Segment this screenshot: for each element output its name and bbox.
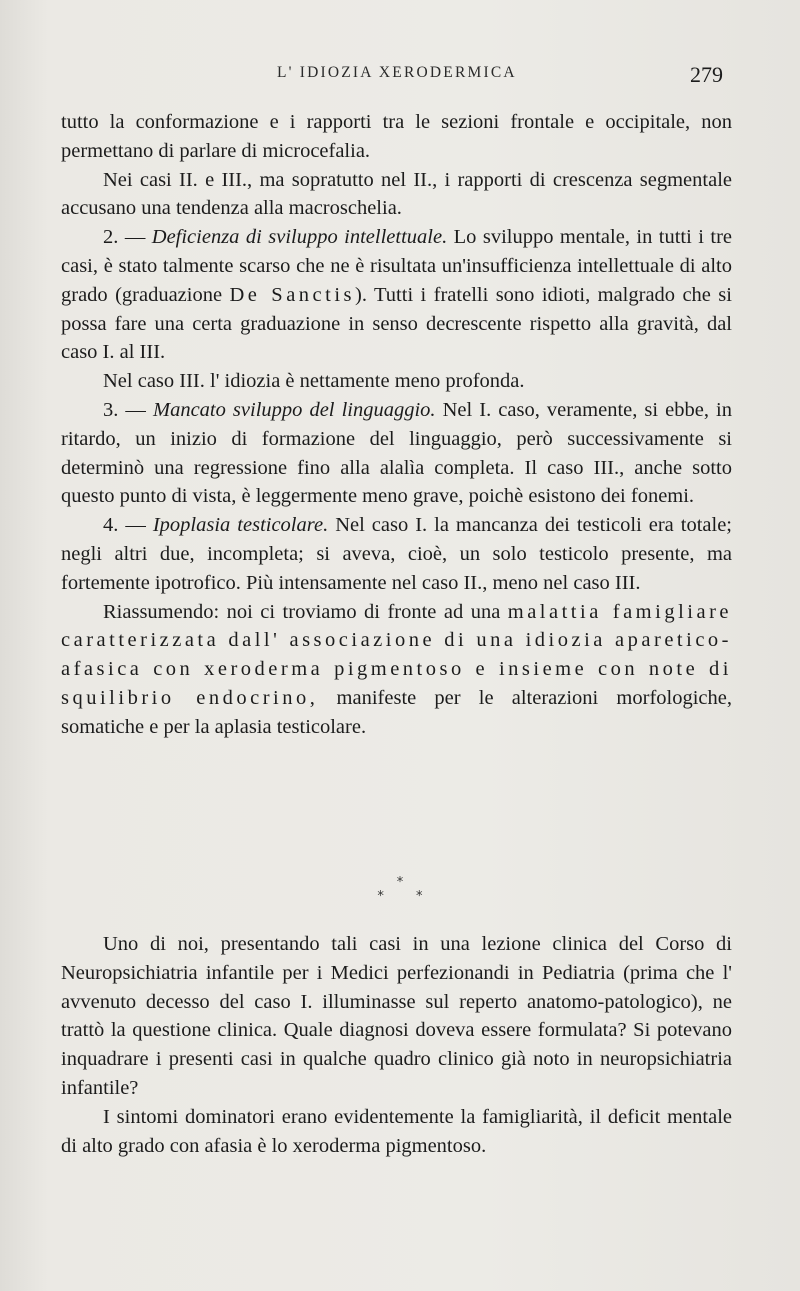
item-text: Nel I. caso, veramente, si ebbe, in ritardo, un inizio di formazione del linguaggio, però successivamente si determinò una regressione fino alla alalìa completa. Il caso III., anche sotto questo punto di vista, è leggermente meno grave, poichè esistono dei fonemi. [61,398,732,508]
item-title: Deficienza di sviluppo intellettuale. [151,226,448,249]
main-text [61,108,732,742]
paragraph-8: Uno di noi, presentando tali casi in una lezione clinica del Corso di Neuropsichiatria infantile per i Medici perfezionandi in Pediatria (prima che l' avvenuto decesso del caso I. illuminasse sul reperto anatomo-patologico), ne trattò la questione clinica. Quale diagnosi doveva essere formulata? Si potevano inquadrare i presenti casi in qualche quadro clinico già noto in neuropsichiatria infantile? [61,933,732,1099]
item-number: 4. — [103,514,153,537]
paragraph-6 [61,511,732,597]
author-name: De Sanctis [229,283,356,306]
paragraph-3 [61,223,732,367]
paragraph-7 [61,598,732,742]
item-title: Ipoplasia testicolare. [152,514,329,537]
section-divider-asterism [0,876,800,916]
item-title: Mancato sviluppo del linguaggio. [153,398,436,421]
paragraph-2: Nei casi II. e III., ma sopratutto nel II., i rapporti di crescenza segmentale accusano una tendenza alla macroschelia. [61,168,732,220]
item-text: ). Tutti i fratelli sono idioti, malgrado che si possa fare una certa graduazione in senso decrescente rispetto alla gravità, dal caso I. al III. [61,283,732,364]
summary-tail: manifeste per le alterazioni morfologiche, somatiche e per la aplasia testicolare. [61,686,732,738]
running-head: L' IDIOZIA XERODERMICA [277,64,517,81]
paragraph-5 [61,396,732,511]
paragraph-4: Nel caso III. l' idiozia è nettamente meno profonda. [103,370,525,393]
page-number: 279 [690,62,723,87]
item-text: Lo sviluppo mentale, in tutti i tre casi, è stato talmente scarso che ne è risultata un'insufficienza intellettuale di alto grado (graduazione [61,226,733,306]
page-header [0,62,800,88]
second-section-text [61,930,732,1160]
asterism-top-star: * [396,875,404,890]
item-number: 3. — [103,398,153,421]
asterism-bottom-stars: * * [377,889,437,904]
summary-emphasis: malattia famigliare caratterizzata dall' associazione di una idiozia aparetico-afasica con xeroderma pigmentoso e insieme con note di squilibrio endocrino, [61,600,732,709]
item-number: 2. — [103,226,152,249]
summary-lead: Riassumendo: noi ci troviamo di fronte ad una [103,600,508,623]
item-text: Nel caso I. la mancanza dei testicoli era totale; negli altri due, incompleta; si aveva, cioè, un solo testicolo presente, ma fortemente ipotrofico. Più intensamente nel caso II., meno nel caso III. [61,514,732,594]
paragraph-9: I sintomi dominatori erano evidentemente la famigliarità, il deficit mentale di alto grado con afasia è lo xeroderma pigmentoso. [61,1105,732,1157]
paragraph-1: tutto la conformazione e i rapporti tra le sezioni frontale e occipitale, non permettano di parlare di microcefalia. [61,111,732,162]
